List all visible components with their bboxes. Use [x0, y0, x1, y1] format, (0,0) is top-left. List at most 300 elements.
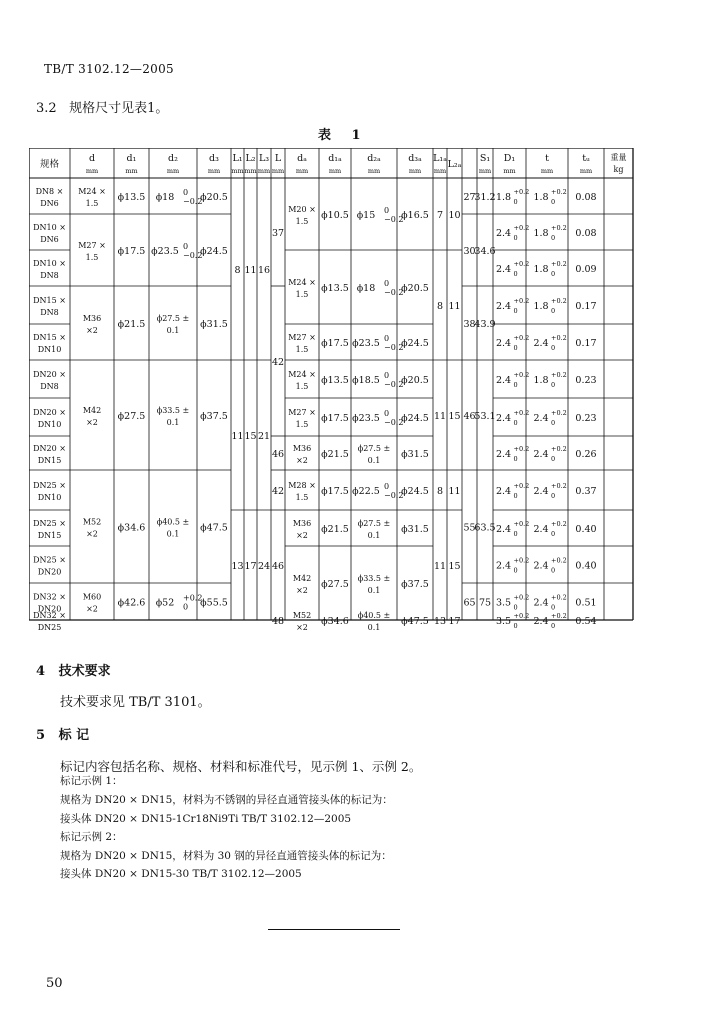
da-cell: M42 — [292, 574, 312, 583]
tu-cell: 2.4 — [533, 413, 549, 424]
tu-cell-tol-lower: 0 — [551, 622, 556, 630]
D1-cell: 43.9 — [474, 319, 496, 330]
tu-cell-tol-upper: +0.2 — [551, 612, 567, 620]
spec-cell: DN6 — [40, 235, 59, 244]
header-d3a: d₃ₐ — [408, 153, 422, 164]
tu-cell-tol-upper: +0.2 — [551, 409, 567, 417]
t-cell-tol-upper: +0.2 — [513, 409, 530, 417]
header-unit-t: mm — [540, 167, 554, 175]
da-cell: ×2 — [296, 586, 308, 595]
d2a-cell-tol-lower: −0.2 — [384, 380, 404, 389]
tu-cell: 2.4 — [533, 524, 549, 535]
tu-cell: 2.4 — [533, 486, 549, 497]
d1a-cell: ϕ21.5 — [321, 449, 349, 460]
L-cell: 48 — [271, 616, 285, 627]
header-unit-d3a: mm — [408, 167, 422, 175]
spec-cell: DN15 — [37, 456, 62, 465]
d2a-cell: ϕ27.5 ± — [357, 519, 391, 528]
spec-cell: DN8 — [40, 382, 59, 391]
t-cell-tol-lower: 0 — [513, 234, 518, 242]
t-cell-tol-lower: 0 — [513, 419, 518, 427]
header-L1a: L₁ₐ — [433, 153, 447, 164]
t-cell-tol-lower: 0 — [513, 307, 518, 315]
t-cell: 2.4 — [495, 524, 512, 535]
d2-cell-tol-lower: −0.2 — [183, 197, 203, 206]
L1a-cell: 11 — [433, 561, 447, 572]
spec-cell: DN8 × — [35, 187, 64, 196]
tu-cell-tol-upper: +0.2 — [551, 482, 567, 490]
d2a-cell: ϕ22.5 — [352, 486, 380, 497]
L3-cell: 16 — [257, 265, 271, 276]
spec-cell: DN15 — [37, 531, 62, 540]
da-cell: 1.5 — [295, 382, 309, 391]
d-cell: ×2 — [86, 529, 98, 539]
spec-cell: DN32 × — [33, 611, 66, 620]
d2-cell: ϕ18 — [155, 192, 175, 203]
spec-cell: DN6 — [40, 199, 59, 208]
L1a-cell: 11 — [433, 411, 447, 422]
d-cell: 1.5 — [85, 199, 99, 208]
header-da: dₐ — [297, 153, 307, 164]
d2a-cell-tol-upper: 0 — [384, 371, 390, 380]
header-d1a: d₁ₐ — [328, 153, 342, 164]
t-cell-tol-upper: +0.2 — [513, 188, 530, 196]
spec-cell: DN15 × — [33, 333, 66, 342]
t-cell-tol-lower: 0 — [513, 492, 518, 500]
tu-cell-tol-upper: +0.2 — [551, 260, 567, 268]
L2a-cell: 10 — [448, 210, 461, 221]
d1-cell: ϕ27.5 — [117, 411, 146, 422]
header-unit-d2: mm — [166, 167, 180, 175]
t-cell-tol-lower: 0 — [513, 455, 518, 463]
da-cell: M36 — [292, 519, 312, 528]
t-cell-tol-upper: +0.2 — [513, 482, 530, 490]
t-cell-tol-lower: 0 — [513, 344, 518, 352]
t-cell-tol-lower: 0 — [513, 381, 518, 389]
header-unit-tu: mm — [579, 167, 593, 175]
d2a-cell-tol-upper: 0 — [384, 482, 390, 491]
tu-cell-tol-lower: 0 — [551, 198, 556, 206]
page-number: 50 — [46, 976, 63, 991]
tu-cell-tol-lower: 0 — [551, 307, 556, 315]
D1-cell: 63.5 — [474, 522, 496, 534]
weight-cell: 0.37 — [575, 486, 597, 497]
weight-cell: 0.08 — [575, 192, 597, 203]
header-unit-da: mm — [295, 167, 309, 175]
d3a-cell: ϕ37.5 — [401, 579, 429, 590]
d-cell: M27 × — [78, 241, 106, 250]
d-cell: ×2 — [86, 418, 98, 427]
t-cell-tol-lower: 0 — [513, 270, 518, 278]
S1-cell: 55 — [463, 522, 476, 534]
end-rule — [268, 929, 400, 930]
da-cell: ×2 — [296, 456, 308, 465]
d2-cell: 0.1 — [166, 529, 180, 539]
L1-cell: 11 — [231, 431, 244, 442]
weight-cell: 0.40 — [575, 524, 597, 535]
D1-cell: 53.1 — [474, 411, 496, 422]
d2-cell-tol-upper: +0.2 — [183, 593, 203, 603]
S1-cell: 27 — [463, 192, 476, 203]
d1a-cell: ϕ17.5 — [321, 338, 349, 349]
tu-cell-tol-lower: 0 — [551, 492, 556, 500]
header-weight: 重量 — [610, 153, 627, 162]
t-cell-tol-upper: +0.2 — [513, 612, 530, 620]
header-d: d — [88, 153, 96, 164]
L1a-cell: 8 — [436, 486, 444, 497]
tu-cell: 1.8 — [533, 264, 549, 275]
tu-cell-tol-lower: 0 — [551, 455, 556, 463]
da-cell: M27 × — [288, 333, 316, 342]
d2-cell: ϕ27.5 ± — [156, 314, 190, 323]
weight-cell: 0.23 — [575, 413, 597, 424]
spec-cell: DN25 — [37, 623, 62, 632]
header-unit-d1: mm — [125, 167, 138, 175]
da-cell: 1.5 — [295, 493, 309, 502]
header-tu: tᵤ — [582, 153, 590, 164]
weight-cell: 0.17 — [575, 338, 597, 349]
section-number: 3.2 — [36, 101, 57, 116]
spec-cell: DN20 — [37, 567, 62, 577]
d3a-cell: ϕ20.5 — [401, 375, 429, 386]
t-cell-tol-upper: +0.2 — [513, 371, 530, 379]
table-title: 表 1 — [318, 128, 369, 143]
section-title: 技术要求 — [58, 664, 111, 679]
da-cell: 1.5 — [295, 217, 309, 226]
t-cell: 1.8 — [495, 192, 512, 203]
tu-cell: 2.4 — [533, 616, 549, 627]
weight-cell: 0.51 — [575, 597, 597, 609]
tu-cell-tol-lower: 0 — [551, 234, 556, 242]
spec-cell: DN10 × — [33, 223, 66, 232]
L2a-cell: 15 — [448, 561, 461, 572]
t-cell-tol-lower: 0 — [513, 198, 518, 206]
t-cell-tol-upper: +0.2 — [513, 556, 530, 565]
d2a-cell-tol-lower: −0.2 — [384, 215, 404, 224]
da-cell: 1.5 — [295, 290, 309, 299]
L2-cell: 17 — [244, 561, 257, 572]
L1a-cell: 13 — [433, 616, 447, 627]
d1-cell: ϕ13.5 — [117, 192, 146, 203]
header-L3: L₃ — [258, 153, 270, 164]
tu-cell-tol-upper: +0.2 — [551, 188, 567, 196]
header-unit-L3: mm — [257, 167, 271, 175]
d2a-cell-tol-upper: 0 — [384, 206, 390, 215]
t-cell-tol-lower: 0 — [513, 566, 518, 575]
tu-cell-tol-upper: +0.2 — [551, 556, 567, 565]
t-cell-tol-lower: 0 — [513, 622, 518, 630]
d1a-cell: ϕ17.5 — [321, 413, 349, 424]
t-cell: 3.5 — [495, 597, 512, 609]
d2a-cell: ϕ18 — [356, 283, 376, 294]
t-cell: 2.4 — [495, 449, 512, 460]
t-cell: 2.4 — [495, 486, 512, 497]
da-cell: M20 × — [288, 205, 316, 214]
spec-cell: DN15 × — [33, 296, 66, 305]
tu-cell: 1.8 — [533, 301, 549, 312]
d2-cell: ϕ52 — [155, 597, 175, 609]
tu-cell-tol-upper: +0.2 — [551, 224, 567, 232]
d-cell: ×2 — [86, 326, 98, 335]
header-unit-d: mm — [85, 167, 99, 175]
d3a-cell: ϕ31.5 — [401, 449, 429, 460]
example-1-marking: 接头体 DN20 × DN15-1Cr18Ni9Ti TB/T 3102.12—2005 — [60, 813, 352, 825]
t-cell: 2.4 — [495, 375, 512, 386]
d3-cell: ϕ55.5 — [200, 597, 228, 609]
d2a-cell: 0.1 — [367, 623, 381, 632]
t-cell-tol-upper: +0.2 — [513, 260, 530, 268]
t-cell: 2.4 — [495, 264, 512, 275]
t-cell-tol-upper: +0.2 — [513, 334, 530, 342]
spec-cell: DN25 × — [33, 519, 66, 528]
section-title: 标 记 — [58, 728, 90, 743]
t-cell-tol-upper: +0.2 — [513, 593, 530, 602]
S1-cell: 46 — [463, 411, 476, 422]
d2-cell: ϕ23.5 — [151, 246, 179, 257]
tu-cell-tol-upper: +0.2 — [551, 371, 567, 379]
header-unit-D1: mm — [503, 167, 516, 175]
L2a-cell: 17 — [448, 616, 461, 627]
t-cell-tol-upper: +0.2 — [513, 445, 530, 453]
S1-cell: 65 — [463, 597, 476, 609]
d2a-cell: ϕ23.5 — [352, 338, 380, 349]
header-L2a: L₂ₐ — [447, 159, 462, 170]
t-cell: 2.4 — [495, 301, 512, 312]
section-4-heading — [36, 660, 111, 679]
spec-cell: DN20 × — [33, 370, 66, 379]
header-unit-L1a: mm — [433, 167, 447, 175]
d2a-cell-tol-lower: −0.2 — [384, 418, 404, 427]
L-cell: 37 — [271, 228, 285, 239]
tu-cell-tol-lower: 0 — [551, 270, 556, 278]
da-cell: M36 — [292, 444, 312, 453]
tu-cell-tol-upper: +0.2 — [551, 520, 567, 528]
L1-cell: 13 — [231, 561, 244, 572]
spec-cell: DN10 × — [33, 259, 66, 268]
header-d1: d₁ — [126, 153, 137, 164]
d-cell: M60 — [82, 592, 102, 602]
da-cell: M27 × — [288, 408, 316, 417]
d1-cell: ϕ42.6 — [117, 597, 146, 609]
da-cell: M24 × — [288, 370, 316, 379]
t-cell: 2.4 — [495, 413, 512, 424]
header-d3: d₃ — [209, 153, 219, 164]
d-cell: M42 — [82, 406, 102, 415]
tu-cell: 2.4 — [533, 338, 549, 349]
d-cell: M36 — [82, 314, 102, 323]
da-cell: 1.5 — [295, 420, 309, 429]
L2a-cell: 11 — [448, 486, 461, 497]
spec-cell: DN20 × — [33, 408, 66, 417]
d2a-cell: ϕ18.5 — [352, 375, 380, 386]
tu-cell: 1.8 — [533, 228, 549, 239]
tu-cell-tol-upper: +0.2 — [551, 334, 567, 342]
d2a-cell-tol-upper: 0 — [384, 334, 390, 343]
tu-cell: 2.4 — [533, 597, 549, 609]
weight-cell: 0.08 — [575, 228, 597, 239]
L1a-cell: 7 — [436, 210, 444, 221]
d1-cell: ϕ17.5 — [117, 246, 146, 257]
d1-cell: ϕ34.6 — [117, 522, 146, 534]
header-unit-S1: mm — [478, 167, 492, 175]
tu-cell-tol-lower: 0 — [551, 419, 556, 427]
L2-cell: 15 — [244, 431, 257, 442]
spec-cell: DN32 × — [33, 592, 66, 602]
header-unit-L2: mm — [244, 167, 257, 175]
L2a-cell: 15 — [448, 411, 461, 422]
spec-cell: DN10 — [37, 345, 62, 354]
spec-cell: DN8 — [40, 308, 59, 317]
header-unit-d2a: mm — [367, 167, 381, 175]
weight-cell: 0.09 — [575, 264, 597, 275]
tu-cell-tol-lower: 0 — [551, 344, 556, 352]
standard-header: TB/T 3102.12—2005 — [44, 62, 174, 76]
t-cell: 2.4 — [495, 560, 512, 572]
d2a-cell-tol-upper: 0 — [384, 279, 390, 288]
d2a-cell: ϕ33.5 ± — [357, 574, 391, 583]
d-cell: M24 × — [78, 187, 106, 196]
D1-cell: 34.6 — [474, 246, 496, 257]
d2a-cell-tol-lower: −0.2 — [384, 343, 404, 352]
d2-cell: ϕ33.5 ± — [156, 406, 190, 415]
spec-cell: DN8 — [40, 271, 59, 280]
d3a-cell: ϕ47.5 — [401, 616, 429, 627]
L2-cell: 11 — [244, 265, 257, 276]
spec-table — [29, 148, 669, 634]
L-cell: 46 — [271, 449, 285, 460]
L-cell: 46 — [271, 561, 285, 572]
L1-cell: 8 — [234, 265, 241, 276]
L1a-cell: 8 — [436, 301, 444, 312]
t-cell-tol-upper: +0.2 — [513, 520, 530, 528]
header-d2a: d₂ₐ — [367, 153, 381, 164]
d2a-cell-tol-upper: 0 — [384, 409, 390, 418]
d2a-cell: ϕ40.5 ± — [357, 611, 391, 620]
spec-table-grid — [29, 148, 669, 634]
d3a-cell: ϕ31.5 — [401, 524, 429, 535]
weight-cell: 0.40 — [575, 560, 597, 572]
weight-cell: 0.17 — [575, 301, 597, 312]
t-cell: 2.4 — [495, 338, 512, 349]
section-number: 5 — [36, 728, 46, 743]
da-cell: ×2 — [296, 623, 308, 632]
D1-cell: 75 — [478, 597, 492, 609]
d2a-cell: ϕ23.5 — [352, 413, 380, 424]
header-L2: L₂ — [245, 153, 256, 164]
t-cell-tol-upper: +0.2 — [513, 224, 530, 232]
L3-cell: 24 — [257, 561, 271, 572]
d3-cell: ϕ20.5 — [200, 192, 228, 203]
d1a-cell: ϕ13.5 — [321, 283, 349, 294]
weight-cell: 0.54 — [575, 616, 597, 627]
tu-cell-tol-lower: 0 — [551, 566, 556, 575]
header-S1: S₁ — [479, 153, 491, 164]
spec-cell: DN25 × — [33, 555, 66, 565]
d-cell: 1.5 — [85, 253, 99, 262]
d1a-cell: ϕ34.6 — [321, 616, 349, 627]
header-t: t — [545, 153, 549, 164]
d2-cell-tol-upper: 0 — [183, 188, 189, 197]
d1a-cell: ϕ17.5 — [321, 486, 349, 497]
header-d2: d₂ — [168, 153, 178, 164]
header-weight-unit: kg — [613, 165, 624, 174]
weight-cell: 0.23 — [575, 375, 597, 386]
tu-cell-tol-lower: 0 — [551, 530, 556, 538]
tu-cell: 2.4 — [533, 560, 549, 572]
header-unit-d3: mm — [207, 167, 221, 175]
example-2-description: 规格为 DN20 × DN15，材料为 30 钢的异径直通管接头体的标记为： — [60, 850, 392, 862]
marking-intro: 标记内容包括名称、规格、材料和标准代号，见示例 1、示例 2。 — [60, 759, 422, 774]
weight-cell: 0.26 — [575, 449, 597, 460]
example-2-marking: 接头体 DN20 × DN15-30 TB/T 3102.12—2005 — [60, 868, 302, 880]
da-cell: M52 — [292, 611, 312, 620]
d-cell: M52 — [82, 517, 102, 527]
header-unit-L1: mm — [231, 167, 244, 175]
header-L1: L₁ — [232, 153, 243, 164]
d3a-cell: ϕ20.5 — [401, 283, 429, 294]
header-spec: 规格 — [39, 159, 60, 170]
L-cell: 42 — [271, 357, 285, 368]
spec-cell: DN20 — [37, 604, 62, 614]
S1-cell: 38 — [463, 319, 476, 330]
tu-cell-tol-upper: +0.2 — [551, 297, 567, 305]
tu-cell: 2.4 — [533, 449, 549, 460]
tu-cell-tol-lower: 0 — [551, 603, 556, 612]
t-cell-tol-lower: 0 — [513, 530, 518, 538]
d2a-cell: ϕ15 — [356, 210, 376, 221]
d3a-cell: ϕ24.5 — [401, 338, 429, 349]
d2-cell-tol-lower: −0.2 — [183, 251, 203, 260]
d2a-cell: 0.1 — [367, 531, 381, 540]
L3-cell: 21 — [257, 431, 271, 442]
section-5-heading — [36, 724, 89, 743]
example-1-label: 标记示例 1： — [60, 775, 123, 787]
d2a-cell-tol-lower: −0.2 — [384, 288, 404, 297]
d3a-cell: ϕ24.5 — [401, 486, 429, 497]
d1a-cell: ϕ27.5 — [321, 579, 349, 590]
d2a-cell: ϕ27.5 ± — [357, 444, 391, 453]
d2a-cell: 0.1 — [367, 586, 381, 595]
d1a-cell: ϕ13.5 — [321, 375, 349, 386]
d3-cell: ϕ37.5 — [200, 411, 228, 422]
t-cell: 2.4 — [495, 228, 512, 239]
d2-cell-tol-upper: 0 — [183, 242, 189, 251]
D1-cell: 31.2 — [474, 192, 496, 203]
d2-cell: 0.1 — [166, 326, 180, 335]
spec-cell: DN10 — [37, 493, 62, 502]
tu-cell-tol-upper: +0.2 — [551, 445, 567, 453]
tu-cell-tol-lower: 0 — [551, 381, 556, 389]
t-cell-tol-upper: +0.2 — [513, 297, 530, 305]
header-L: L — [274, 153, 282, 164]
d2a-cell: 0.1 — [367, 456, 381, 465]
t-cell-tol-lower: 0 — [513, 603, 518, 612]
header-D1: D₁ — [503, 153, 516, 164]
d1a-cell: ϕ21.5 — [321, 524, 349, 535]
spec-cell: DN20 × — [33, 444, 66, 453]
L-cell: 42 — [271, 486, 285, 497]
d3a-cell: ϕ16.5 — [401, 210, 429, 221]
spec-cell: DN10 — [37, 420, 62, 429]
da-cell: ×2 — [296, 531, 308, 540]
da-cell: M24 × — [288, 278, 316, 287]
d1-cell: ϕ21.5 — [117, 319, 146, 330]
example-2-label: 标记示例 2： — [60, 831, 123, 843]
t-cell: 3.5 — [495, 616, 512, 627]
da-cell: 1.5 — [295, 345, 309, 354]
d2a-cell-tol-lower: −0.2 — [384, 491, 404, 500]
tu-cell: 1.8 — [533, 375, 549, 386]
